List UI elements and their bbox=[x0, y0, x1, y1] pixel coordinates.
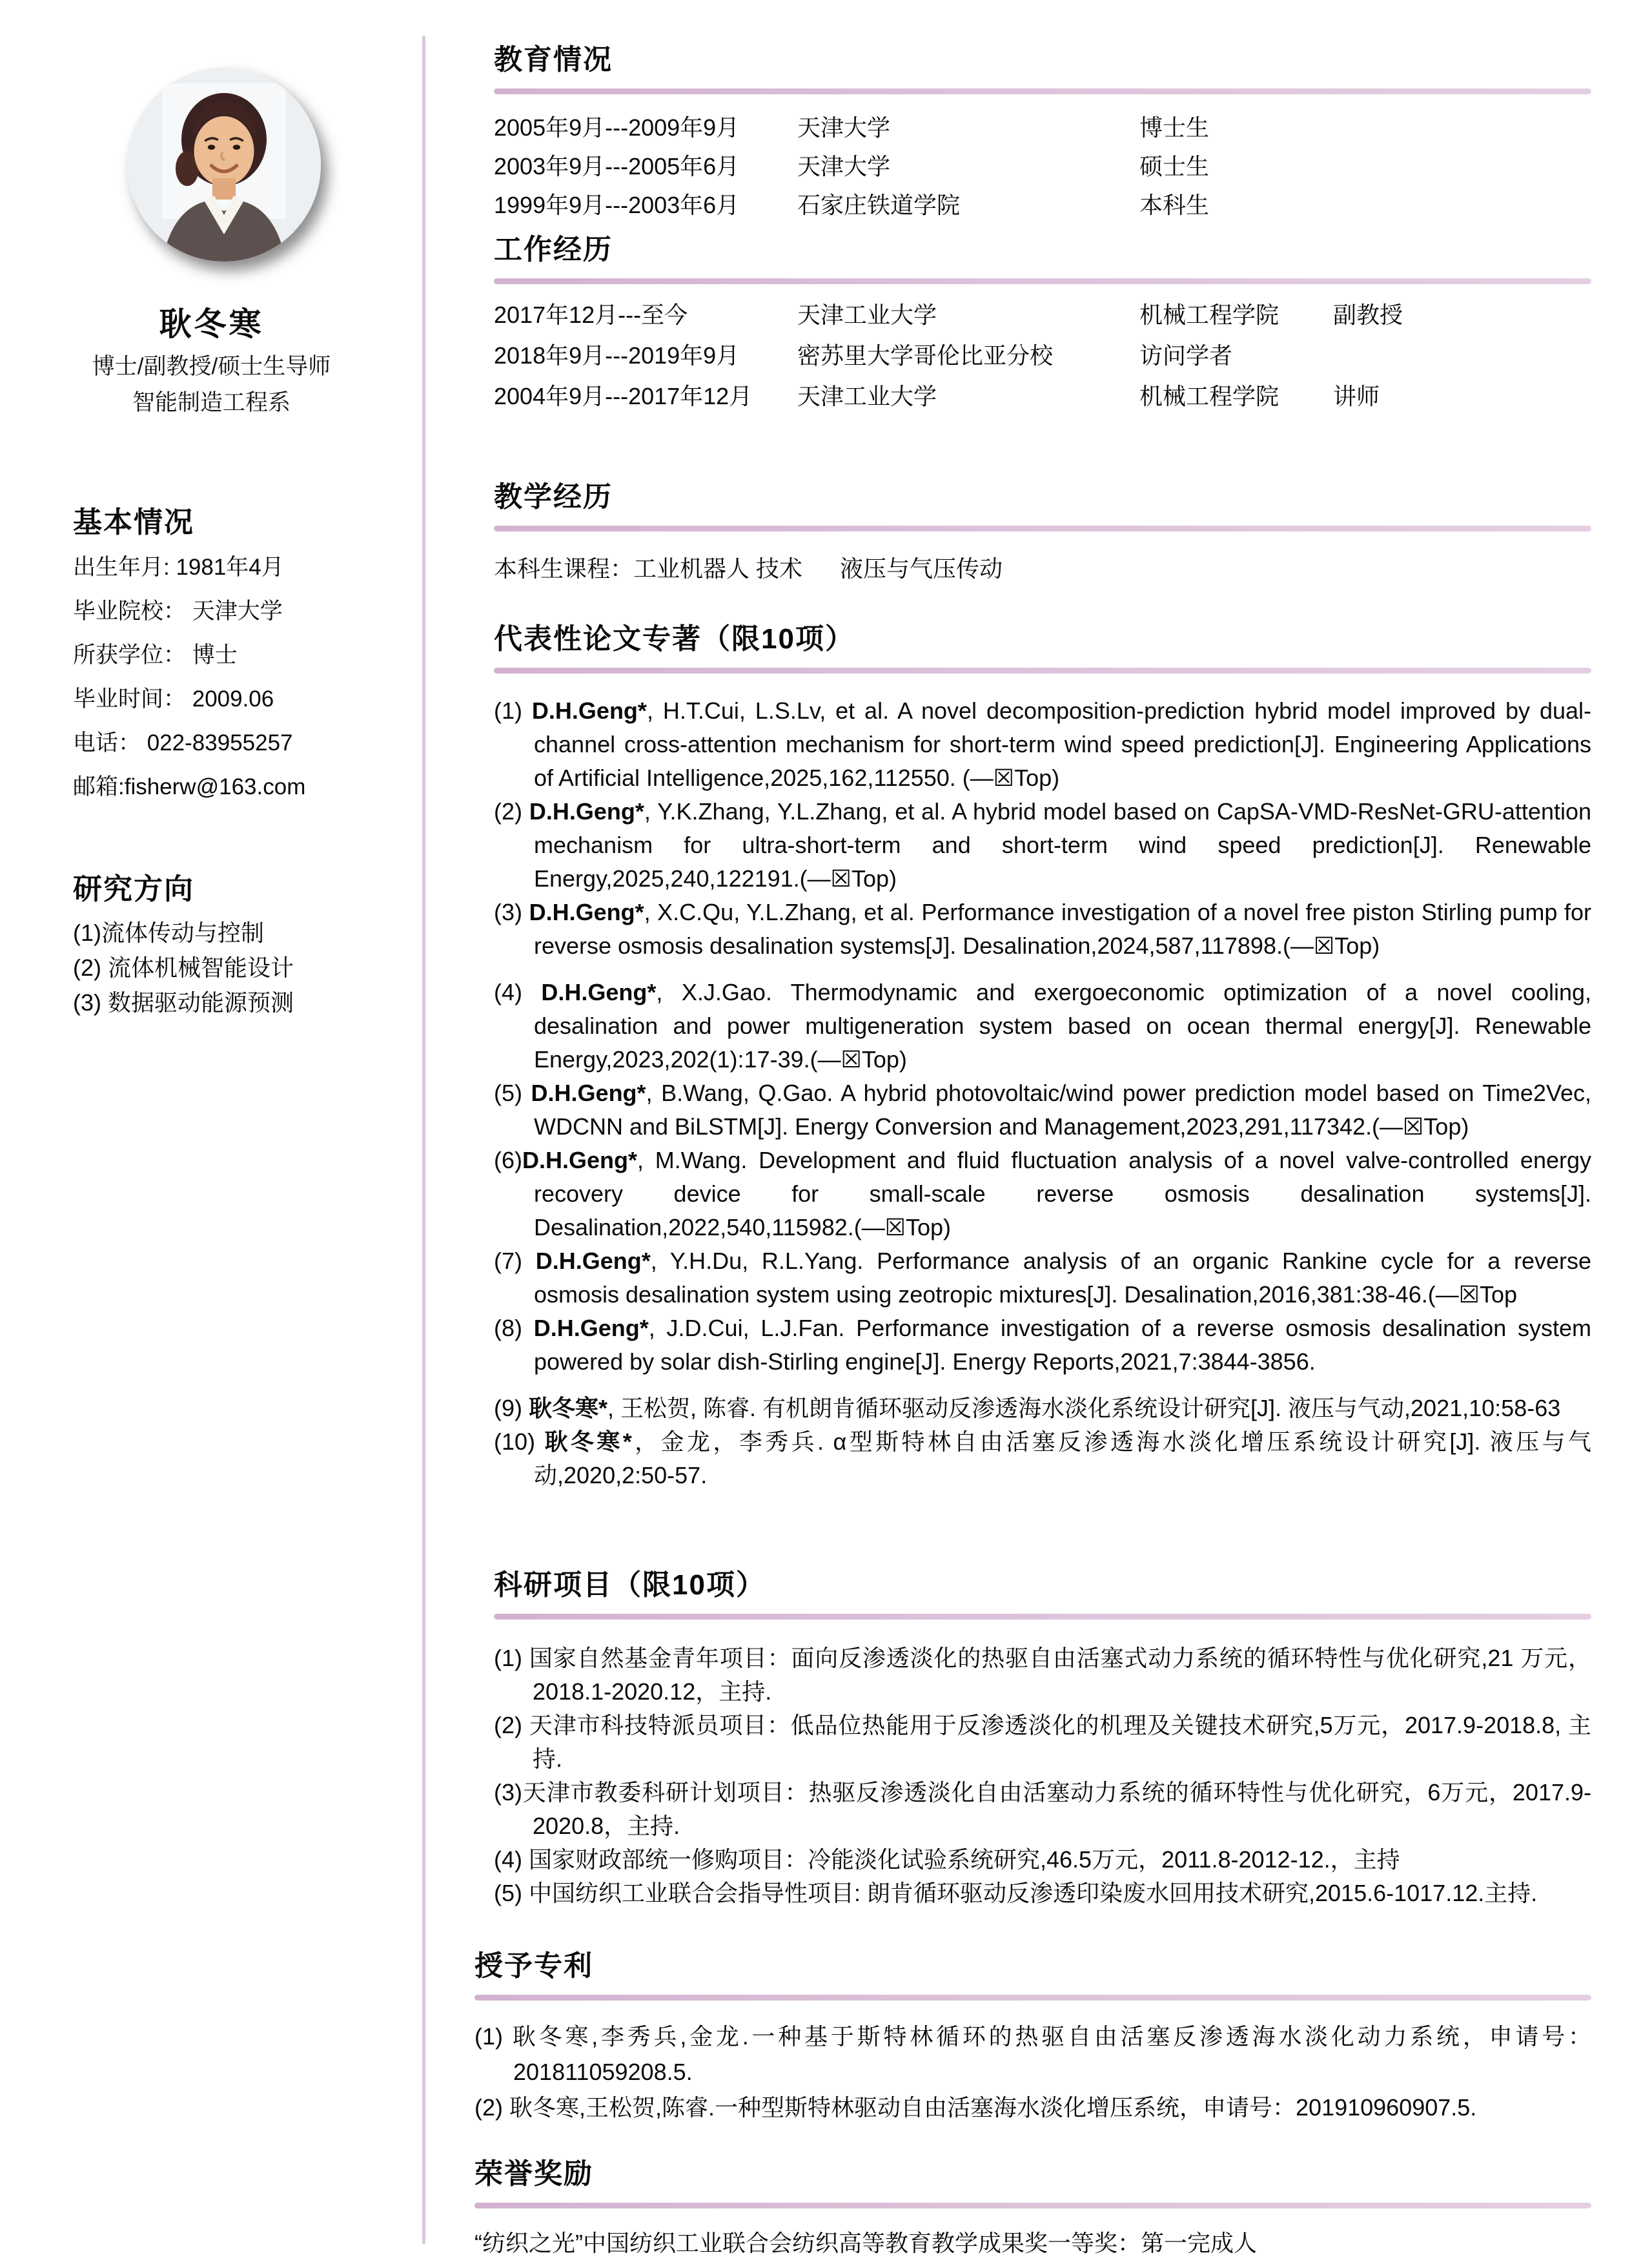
edu-degree: 本科生 bbox=[1139, 192, 1210, 218]
publication-item: (8) D.H.Geng*, J.D.Cui, L.J.Fan. Performance investigation of a reverse osmosis desalination system powered by solar dish-Stirling engine[J]. Energy Reports,2021,7:3844-3856. bbox=[494, 1315, 1591, 1375]
work-period: 2004年9月---2017年12月 bbox=[494, 383, 753, 409]
work-table bbox=[494, 294, 1591, 417]
profile-photo bbox=[127, 68, 321, 262]
course-label: 本科生课程： bbox=[494, 555, 634, 582]
work-org: 天津工业大学 bbox=[797, 383, 937, 409]
info-birth: 出生年月: 1981年4月 bbox=[73, 555, 284, 580]
honors-heading: 荣誉奖励 bbox=[474, 2158, 593, 2190]
person-name: 耿冬寒 bbox=[159, 306, 264, 342]
section-underline bbox=[494, 1614, 1591, 1620]
table-row bbox=[494, 294, 1591, 335]
research-directions-list bbox=[73, 916, 422, 1020]
section-underline bbox=[494, 526, 1591, 531]
work-period: 2018年9月---2019年9月 bbox=[494, 342, 740, 369]
research-item: (2) 流体机械智能设计 bbox=[73, 954, 294, 981]
publication-item: (2) D.H.Geng*, Y.K.Zhang, Y.L.Zhang, et al. A hybrid model based on CapSA-VMD-ResNet-GRU-attention mechanism for ultra-short-term and short-term wind speed prediction[J]. Renewable Energy,2025,240,122191.(—☒Top) bbox=[494, 798, 1592, 892]
basic-info-list bbox=[73, 546, 422, 809]
info-alma-mater: 毕业院校： 天津大学 bbox=[73, 599, 283, 624]
sidebar bbox=[0, 0, 423, 2264]
person-title: 博士/副教授/硕士生导师 bbox=[92, 354, 331, 379]
projects-heading: 科研项目（限10项） bbox=[494, 1569, 766, 1601]
patents-list bbox=[474, 2019, 1591, 2125]
publication-item: (1) D.H.Geng*, H.T.Cui, L.S.Lv, et al. A novel decomposition-prediction hybrid model improved by dual-channel cross-attention mechanism for short-term wind speed prediction[J]. Engineering Applications of Artificial Intelligence,2025,162,112550. (—☒Top) bbox=[494, 697, 1591, 791]
work-dept: 访问学者 bbox=[1139, 342, 1233, 369]
patent-item: (2) 耿冬寒,王松贺,陈睿.一种型斯特林驱动自由活塞海水淡化增压系统，申请号：201910960907.5. bbox=[474, 2094, 1477, 2121]
section-teaching bbox=[494, 473, 1591, 584]
research-directions-heading: 研究方向 bbox=[73, 872, 195, 905]
section-projects bbox=[494, 1561, 1591, 1910]
section-underline bbox=[494, 88, 1591, 94]
section-underline bbox=[474, 1995, 1591, 2001]
table-row bbox=[494, 376, 1591, 417]
edu-school: 天津大学 bbox=[797, 153, 891, 180]
publication-item: (5) D.H.Geng*, B.Wang, Q.Gao. A hybrid photovoltaic/wind power prediction model based on Time2Vec, WDCNN and BiLSTM[J]. Energy Conversion and Management,2023,291,117342.(—☒Top) bbox=[494, 1080, 1591, 1140]
info-graduation: 毕业时间： 2009.06 bbox=[73, 686, 274, 712]
teaching-heading: 教学经历 bbox=[494, 481, 613, 513]
work-title: 副教授 bbox=[1333, 302, 1403, 328]
section-honors bbox=[474, 2150, 1591, 2259]
section-patents bbox=[474, 1942, 1591, 2125]
projects-list bbox=[494, 1641, 1591, 1910]
section-underline bbox=[494, 668, 1591, 674]
work-period: 2017年12月---至今 bbox=[494, 302, 688, 328]
work-dept: 机械工程学院 bbox=[1139, 383, 1280, 409]
portrait-illustration bbox=[127, 68, 321, 262]
info-email: 邮箱:fisherw@163.com bbox=[73, 774, 306, 799]
project-item: (2) 天津市科技特派员项目：低品位热能用于反渗透淡化的机理及关键技术研究,5万元，2017.9-2018.8, 主持. bbox=[494, 1712, 1591, 1772]
publication-item: (10) 耿冬寒*，金龙，李秀兵. α型斯特林自由活塞反渗透海水淡化增压系统设计研究[J]. 液压与气动,2020,2:50-57. bbox=[494, 1428, 1591, 1488]
section-underline bbox=[474, 2203, 1591, 2208]
teaching-courses bbox=[494, 551, 1591, 584]
project-item: (5) 中国纺织工业联合会指导性项目: 朗肯循环驱动反渗透印染废水回用技术研究,2015.6-1017.12.主持. bbox=[494, 1880, 1538, 1906]
publications-list bbox=[494, 694, 1591, 1492]
honor-item: “纺织之光”中国纺织工业联合会纺织高等教育教学成果奖一等奖：第一完成人 bbox=[474, 2230, 1257, 2256]
section-work bbox=[494, 226, 1591, 417]
course-name: 液压与气压传动 bbox=[840, 555, 1003, 582]
table-row bbox=[494, 147, 1591, 186]
table-row bbox=[494, 186, 1591, 225]
edu-degree: 硕士生 bbox=[1139, 153, 1210, 180]
section-education bbox=[494, 36, 1591, 225]
edu-period: 1999年9月---2003年6月 bbox=[494, 192, 740, 218]
project-item: (3)天津市教委科研计划项目：热驱反渗透淡化自由活塞动力系统的循环特性与优化研究，6万元，2017.9-2020.8，主持. bbox=[494, 1779, 1591, 1839]
education-heading: 教育情况 bbox=[494, 44, 613, 76]
edu-school: 天津大学 bbox=[797, 114, 891, 141]
publication-item: (6)D.H.Geng*, M.Wang. Development and fluid fluctuation analysis of a novel valve-controlled energy recovery device for small-scale reverse osmosis desalination systems[J]. Desalination,2022,540,115982.(—☒Top) bbox=[494, 1147, 1591, 1240]
info-degree: 所获学位： 博士 bbox=[73, 643, 238, 668]
publications-heading: 代表性论文专著（限10项） bbox=[494, 623, 855, 655]
edu-period: 2005年9月---2009年9月 bbox=[494, 114, 740, 141]
work-org: 天津工业大学 bbox=[797, 302, 937, 328]
info-phone: 电话： 022-83955257 bbox=[73, 730, 293, 756]
edu-degree: 博士生 bbox=[1139, 114, 1210, 141]
course-name: 工业机器人 技术 bbox=[633, 555, 803, 582]
basic-info-heading: 基本情况 bbox=[73, 506, 195, 539]
person-department: 智能制造工程系 bbox=[132, 390, 291, 415]
publication-item: (4) D.H.Geng*, X.J.Gao. Thermodynamic and exergoeconomic optimization of a novel cooling, desalination and power multigeneration system based on ocean thermal energy[J]. Renewable Energy,2023,202(1):17-39.(—☒Top) bbox=[494, 979, 1592, 1073]
research-item: (1)流体传动与控制 bbox=[73, 920, 264, 946]
project-item: (4) 国家财政部统一修购项目：冷能淡化试验系统研究,46.5万元，2011.8-2012-12.，主持 bbox=[494, 1846, 1400, 1873]
education-table bbox=[494, 108, 1591, 225]
publication-item: (3) D.H.Geng*, X.C.Qu, Y.L.Zhang, et al. Performance investigation of a novel free piston Stirling pump for reverse osmosis desalination systems[J]. Desalination,2024,587,117898.(—☒Top) bbox=[494, 899, 1592, 959]
work-title: 讲师 bbox=[1333, 383, 1380, 409]
patent-item: (1) 耿冬寒,李秀兵,金龙.一种基于斯特林循环的热驱自由活塞反渗透海水淡化动力系统，申请号：201811059208.5. bbox=[474, 2023, 1591, 2085]
work-org: 密苏里大学哥伦比亚分校 bbox=[797, 342, 1054, 369]
table-row bbox=[494, 335, 1591, 376]
edu-school: 石家庄铁道学院 bbox=[797, 192, 961, 218]
research-item: (3) 数据驱动能源预测 bbox=[73, 989, 294, 1016]
section-publications bbox=[494, 615, 1591, 1492]
work-dept: 机械工程学院 bbox=[1139, 302, 1280, 328]
patents-heading: 授予专利 bbox=[474, 1950, 593, 1982]
project-item: (1) 国家自然基金青年项目：面向反渗透淡化的热驱自由活塞式动力系统的循环特性与优化研究,21 万元，2018.1-2020.12，主持. bbox=[494, 1645, 1591, 1705]
edu-period: 2003年9月---2005年6月 bbox=[494, 153, 740, 180]
table-row bbox=[494, 108, 1591, 147]
work-title bbox=[1333, 335, 1591, 376]
work-heading: 工作经历 bbox=[494, 234, 613, 265]
vertical-divider bbox=[422, 36, 425, 2244]
publication-item: (9) 耿冬寒*, 王松贺, 陈睿. 有机朗肯循环驱动反渗透海水淡化系统设计研究[J]. 液压与气动,2021,10:58-63 bbox=[494, 1395, 1561, 1421]
publication-item: (7) D.H.Geng*, Y.H.Du, R.L.Yang. Performance analysis of an organic Rankine cycle for a reverse osmosis desalination system using zeotropic mixtures[J]. Desalination,2016,381:38-46.(—☒Top bbox=[494, 1248, 1591, 1308]
section-underline bbox=[494, 278, 1591, 284]
